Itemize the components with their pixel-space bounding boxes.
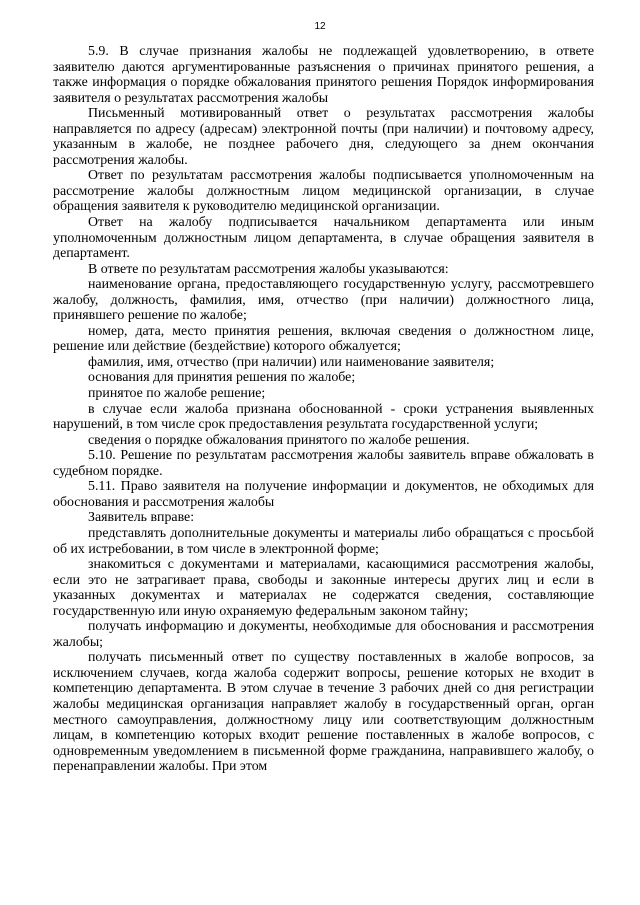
list-item-appeal-procedure: сведения о порядке обжалования принятого по жалобе решения. bbox=[88, 432, 470, 448]
list-item-organ-name: наименование органа, предоставляющего государственную услугу, рассмотревшего жалобу, должность, фамилия, имя, отчество (при наличии) должностного лица, принявшего решение по жалобе; bbox=[53, 277, 594, 324]
page-number: 12 bbox=[314, 21, 326, 32]
paragraph-applicant-rights: Заявитель вправе: bbox=[88, 510, 195, 526]
list-item-decision-grounds: основания для принятия решения по жалобе; bbox=[88, 370, 356, 386]
list-item-violation-terms: в случае если жалоба признана обоснованной - сроки устранения выявленных нарушений, в том числе срок предоставления результата государственной услуги; bbox=[53, 401, 594, 433]
paragraph-answer-signed-department: Ответ на жалобу подписывается начальником департамента или иным уполномоченным должностным лицом департамента, в случае обращения заявителя в департамент. bbox=[53, 215, 594, 262]
paragraph-answer-signed-medical: Ответ по результатам рассмотрения жалобы подписывается уполномоченным на рассмотрение жалобы должностным лицом медицинской организации, в случае обращения заявителя к руководителю медицинской организации. bbox=[53, 168, 594, 215]
paragraph-written-answer: Письменный мотивированный ответ о результатах рассмотрения жалобы направляется по адресу (адресам) электронной почты (при наличии) и почтовому адресу, указанным в жалобе, не позднее рабочего дня, следующего за днем окончания рассмотрения жалобы. bbox=[53, 106, 594, 168]
list-item-obtain-information: получать информацию и документы, необходимые для обоснования и рассмотрения жалобы; bbox=[53, 619, 594, 650]
paragraph-5-10: 5.10. Решение по результатам рассмотрения жалобы заявитель вправе обжаловать в судебном порядке. bbox=[53, 448, 594, 479]
document-body bbox=[53, 44, 594, 775]
list-item-decision: принятое по жалобе решение; bbox=[88, 386, 266, 402]
paragraph-answer-contents: В ответе по результатам рассмотрения жалобы указываются: bbox=[88, 261, 449, 277]
list-item-decision-number: номер, дата, место принятия решения, включая сведения о должностном лице, решение или действие (бездействие) которого обжалуется; bbox=[53, 323, 594, 355]
list-item-review-materials: знакомиться с документами и материалами, касающимися рассмотрения жалобы, если это не затрагивает права, свободы и законные интересы других лиц и если в указанных документах и материалах не содержатся сведения, составляющие государственную или иную охраняемую федеральным законом тайну; bbox=[53, 557, 594, 619]
list-item-applicant-name: фамилия, имя, отчество (при наличии) или наименование заявителя; bbox=[88, 354, 495, 370]
paragraph-5-11: 5.11. Право заявителя на получение информации и документов, не обходимых для обоснования и рассмотрения жалобы bbox=[53, 479, 594, 510]
list-item-written-response: получать письменный ответ по существу поставленных в жалобе вопросов, за исключением случаев, когда жалоба содержит вопросы, решение которых не входит в компетенцию департамента. В этом случае в течение 3 рабочих дней со дня регистрации жалобы медицинская организация направляет жалобу в государственный орган, орган местного самоуправления, должностному лицу или соответствующим должностным лицам, в компетенцию которых входит решение поставленных в жалобе вопросов, с одновременным уведомлением в письменной форме гражданина, направившего жалобу, о перенаправлении жалобы. При этом bbox=[53, 650, 594, 775]
paragraph-5-9: 5.9. В случае признания жалобы не подлежащей удовлетворению, в ответе заявителю даются аргументированные разъяснения о причинах принятого решения, а также информация о порядке обжалования принятого решения Порядок информирования заявителя о результатах рассмотрения жалобы bbox=[53, 44, 594, 106]
list-item-submit-documents: представлять дополнительные документы и материалы либо обращаться с просьбой об их истребовании, в том числе в электронной форме; bbox=[53, 525, 594, 557]
